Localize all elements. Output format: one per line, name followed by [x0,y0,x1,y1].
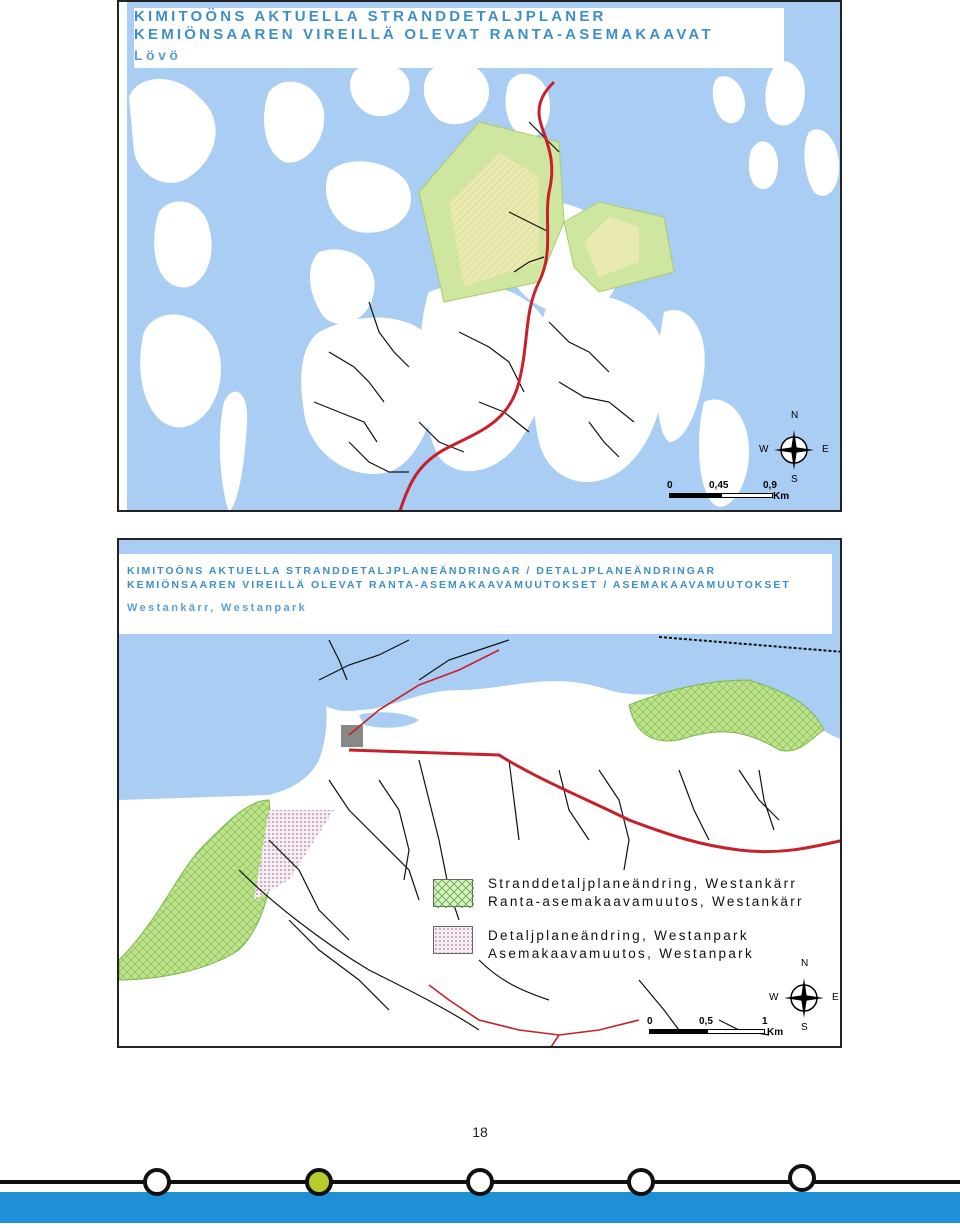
compass-n: N [791,410,799,421]
scale-unit: Km [767,1027,784,1038]
compass-s: S [791,474,798,485]
title-line-1: KIMITOÖNS AKTUELLA STRANDDETALJPLANER [134,8,607,25]
footer-dot-2 [307,1170,331,1194]
footer-progress-track [0,1160,960,1223]
legend-swatch-purple-dots [433,926,473,954]
compass-e: E [822,444,829,455]
compass-n: N [801,958,809,969]
scale-bar [667,480,797,504]
scale-bar-dark [669,493,721,498]
settlement-block [341,725,363,747]
scale-bar [647,1016,787,1040]
map-lovo-canvas [119,2,842,512]
map-lovo [117,0,842,512]
footer-dot-1 [145,1170,169,1194]
compass-e: E [832,992,839,1003]
compass-w: W [769,992,779,1003]
title-line-1: KIMITOÖNS AKTUELLA STRANDDETALJPLANEÄNDRINGAR / DETALJPLANEÄNDRINGAR [127,565,717,577]
legend-item-1-line-2: Ranta-asemakaavamuutos, Westankärr [488,894,804,909]
scale-unit: Km [773,491,790,502]
page-number: 18 [472,1124,488,1140]
footer-band [0,1160,960,1223]
legend-item-1-line-1: Stranddetaljplaneändring, Westankärr [488,876,798,891]
scale-bar-dark [649,1029,707,1034]
legend-swatch-green-hatch [433,879,473,907]
place-name: Lövö [134,47,182,63]
title-line-2: KEMIÖNSAAREN VIREILLÄ OLEVAT RANTA-ASEMAKAAVAT [134,26,714,43]
place-name: Westankärr, Westanpark [127,602,308,614]
footer-blue-band [0,1192,960,1223]
title-line-2: KEMIÖNSAAREN VIREILLÄ OLEVAT RANTA-ASEMAKAAVAMUUTOKSET / ASEMAKAAVAMUUTOKSET [127,579,791,591]
map-lovo-title [134,8,784,68]
compass-rose-icon [769,960,839,1030]
footer-dot-3 [468,1170,492,1194]
scale-label-mid: 0,5 [699,1016,713,1027]
scale-label-end: 1 [762,1016,768,1027]
map-westankarr-title [119,554,832,634]
footer-dot-4 [629,1170,653,1194]
legend-item-2-line-1: Detaljplaneändring, Westanpark [488,928,749,943]
scale-label-mid: 0,45 [709,480,729,491]
scale-label-0: 0 [647,1016,653,1027]
compass-w: W [759,444,769,455]
scale-bar-light [721,493,773,498]
footer-dot-5 [790,1166,814,1190]
north-arrow [769,958,839,1033]
scale-label-end: 0,9 [763,480,777,491]
compass-rose-icon [759,412,829,482]
legend-item-2-line-2: Asemakaavamuutos, Westanpark [488,946,754,961]
scale-label-0: 0 [667,480,673,491]
scale-bar-light [707,1029,765,1034]
compass-s: S [801,1022,808,1033]
map-westankarr [117,538,842,1048]
north-arrow [759,410,829,485]
